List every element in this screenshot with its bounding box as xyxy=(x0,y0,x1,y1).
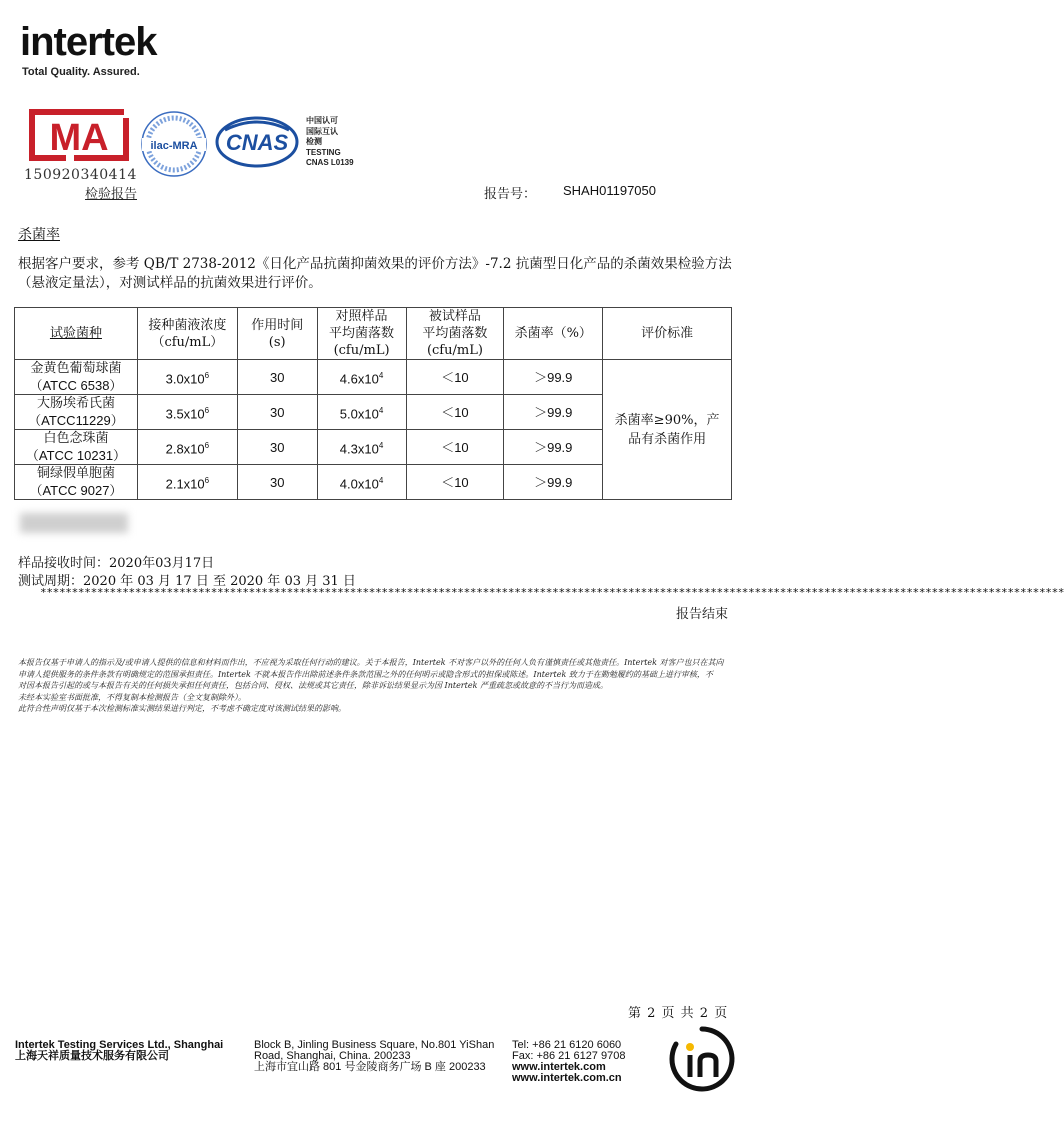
inoculum-cell: $2.1x10^6$ xyxy=(137,465,237,500)
report-number-label: 报告号： xyxy=(484,187,537,202)
cnas-line: CNAS L0139 xyxy=(306,158,354,167)
company-cn: 上海天祥质量技术服务有限公司 xyxy=(15,1050,169,1062)
header-time: 作用时间 (s) xyxy=(237,308,317,360)
rate-cell: ＞99.9 xyxy=(504,360,603,395)
intertek-in-icon xyxy=(668,1025,736,1093)
test-cell: ＜10 xyxy=(406,360,504,395)
disclaimer-line: 申请人提供服务的条件条款有明确规定的范围承担责任。Intertek 不就本报告作出除前述条件条款范围之外的任何明示或隐含形式的担保或陈述。Intertek 致力于在勤勉履约的基础上进行审核，不 xyxy=(18,669,713,679)
website-link[interactable]: www.intertek.com xyxy=(512,1061,606,1073)
table-row xyxy=(15,360,732,395)
separator-stars: ****************************************************************************************************************************************************************** xyxy=(40,586,1064,599)
rate-cell: ＞99.9 xyxy=(504,465,603,500)
company-en: Intertek Testing Services Ltd., Shanghai xyxy=(15,1039,224,1051)
header-rate: 杀菌率（%） xyxy=(504,308,603,360)
cnas-line: 检测 xyxy=(306,137,322,146)
cnas-line: TESTING xyxy=(306,147,341,157)
strain-cell: 大肠埃希氏菌 （ATCC11229） xyxy=(15,395,138,430)
footer-contact xyxy=(512,1040,625,1084)
tel: Tel: +86 21 6120 6060 xyxy=(512,1039,622,1051)
header-inoculum: 接种菌液浓度 （cfu/mL） xyxy=(137,308,237,360)
strain-cell: 白色念珠菌 （ATCC 10231） xyxy=(15,430,138,465)
disclaimer-line: 对因本报告引起的或与本报告有关的任何损失承担任何责任，包括合同、侵权、法规或其它责任，除非诉讼结果显示为因 Intertek 严重疏忽或故意的不当行为而造成。 xyxy=(18,681,608,690)
disclaimer-line: 本报告仅基于申请人的指示及/或申请人提供的信息和材料而作出，不应视为采取任何行动的建议。关于本报告，Intertek 不对客户以外的任何人负有谨慎责任或其他责任。Intertek 对客户也只在其向 xyxy=(18,658,724,667)
ilac-text: ilac-MRA xyxy=(150,140,198,152)
logo-tagline: Total Quality. Assured. xyxy=(22,66,140,78)
website-cn-link[interactable]: www.intertek.com.cn xyxy=(512,1072,622,1084)
test-period: 测试周期：2020 年 03 月 17 日 至 2020 年 03 月 31 日 xyxy=(18,574,356,589)
time-cell: 30 xyxy=(237,395,317,430)
header-criterion: 评价标准 xyxy=(603,308,732,360)
rate-cell: ＞99.9 xyxy=(504,430,603,465)
results-table xyxy=(14,307,732,500)
cma-mark-icon xyxy=(24,108,134,170)
report-number: SHAH01197050 xyxy=(563,183,656,198)
cnas-caption xyxy=(306,116,354,169)
control-cell: $5.0x10^4$ xyxy=(317,395,406,430)
control-cell: $4.6x10^4$ xyxy=(317,360,406,395)
footer-address xyxy=(254,1040,494,1073)
table-header-row xyxy=(15,308,732,360)
report-end: 报告结束 xyxy=(676,607,729,622)
redacted-text xyxy=(20,513,128,533)
inoculum-cell: $2.8x10^6$ xyxy=(137,430,237,465)
page-number: 第 2 页 共 2 页 xyxy=(628,1006,729,1021)
control-cell: $4.3x10^4$ xyxy=(317,430,406,465)
header-strain: 试验菌种 xyxy=(15,308,138,360)
control-cell: $4.0x10^4$ xyxy=(317,465,406,500)
section-title: 杀菌率 xyxy=(18,227,60,243)
time-cell: 30 xyxy=(237,360,317,395)
strain-cell: 金黄色葡萄球菌 （ATCC 6538） xyxy=(15,360,138,395)
address-cn: 上海市宜山路 801 号金陵商务广场 B 座 200233 xyxy=(254,1061,486,1073)
fax: Fax: +86 21 6127 9708 xyxy=(512,1050,626,1062)
svg-text:MA: MA xyxy=(49,117,109,159)
cnas-line: 中国认可 xyxy=(306,116,338,125)
header-control: 对照样品 平均菌落数 (cfu/mL) xyxy=(317,308,406,360)
cnas-text: CNAS xyxy=(225,130,289,155)
intro-paragraph: 根据客户要求，参考 QB/T 2738-2012《日化产品抗菌抑菌效果的评价方法》-7.2 抗菌型日化产品的杀菌效果检验方法（悬液定量法），对测试样品的抗菌效果进行评价。 xyxy=(18,256,732,291)
sample-receipt-date: 样品接收时间：2020年03月17日 xyxy=(18,556,215,571)
ilac-mra-icon xyxy=(138,110,210,178)
address-en-2: Road, Shanghai, China. 200233 xyxy=(254,1050,411,1062)
address-en-1: Block B, Jinling Business Square, No.801 YiShan xyxy=(254,1039,495,1051)
test-cell: ＜10 xyxy=(406,465,504,500)
time-cell: 30 xyxy=(237,465,317,500)
inoculum-cell: $3.5x10^6$ xyxy=(137,395,237,430)
header-test: 被试样品 平均菌落数 (cfu/mL) xyxy=(406,308,504,360)
criterion-cell: 杀菌率≥90%，产品有杀菌作用 xyxy=(603,360,732,500)
disclaimer-line: 此符合性声明仅基于本次检测标准实测结果进行判定，不考虑不确定度对该测试结果的影响。 xyxy=(18,704,346,713)
time-cell: 30 xyxy=(237,430,317,465)
cnas-line: 国际互认 xyxy=(306,126,338,136)
disclaimer xyxy=(18,657,733,715)
test-cell: ＜10 xyxy=(406,430,504,465)
cnas-logo-icon xyxy=(215,116,299,168)
disclaimer-line: 未经本实验室书面批准，不得复制本检测报告（全文复制除外）。 xyxy=(18,692,246,702)
test-cell: ＜10 xyxy=(406,395,504,430)
strain-cell: 铜绿假单胞菌 （ATCC 9027） xyxy=(15,465,138,500)
inoculum-cell: $3.0x10^6$ xyxy=(137,360,237,395)
rate-cell: ＞99.9 xyxy=(504,395,603,430)
intertek-logo: intertek xyxy=(20,20,157,64)
footer-company xyxy=(15,1040,223,1062)
ma-number: 150920340414 xyxy=(24,167,137,183)
report-type: 检验报告 xyxy=(85,187,138,202)
